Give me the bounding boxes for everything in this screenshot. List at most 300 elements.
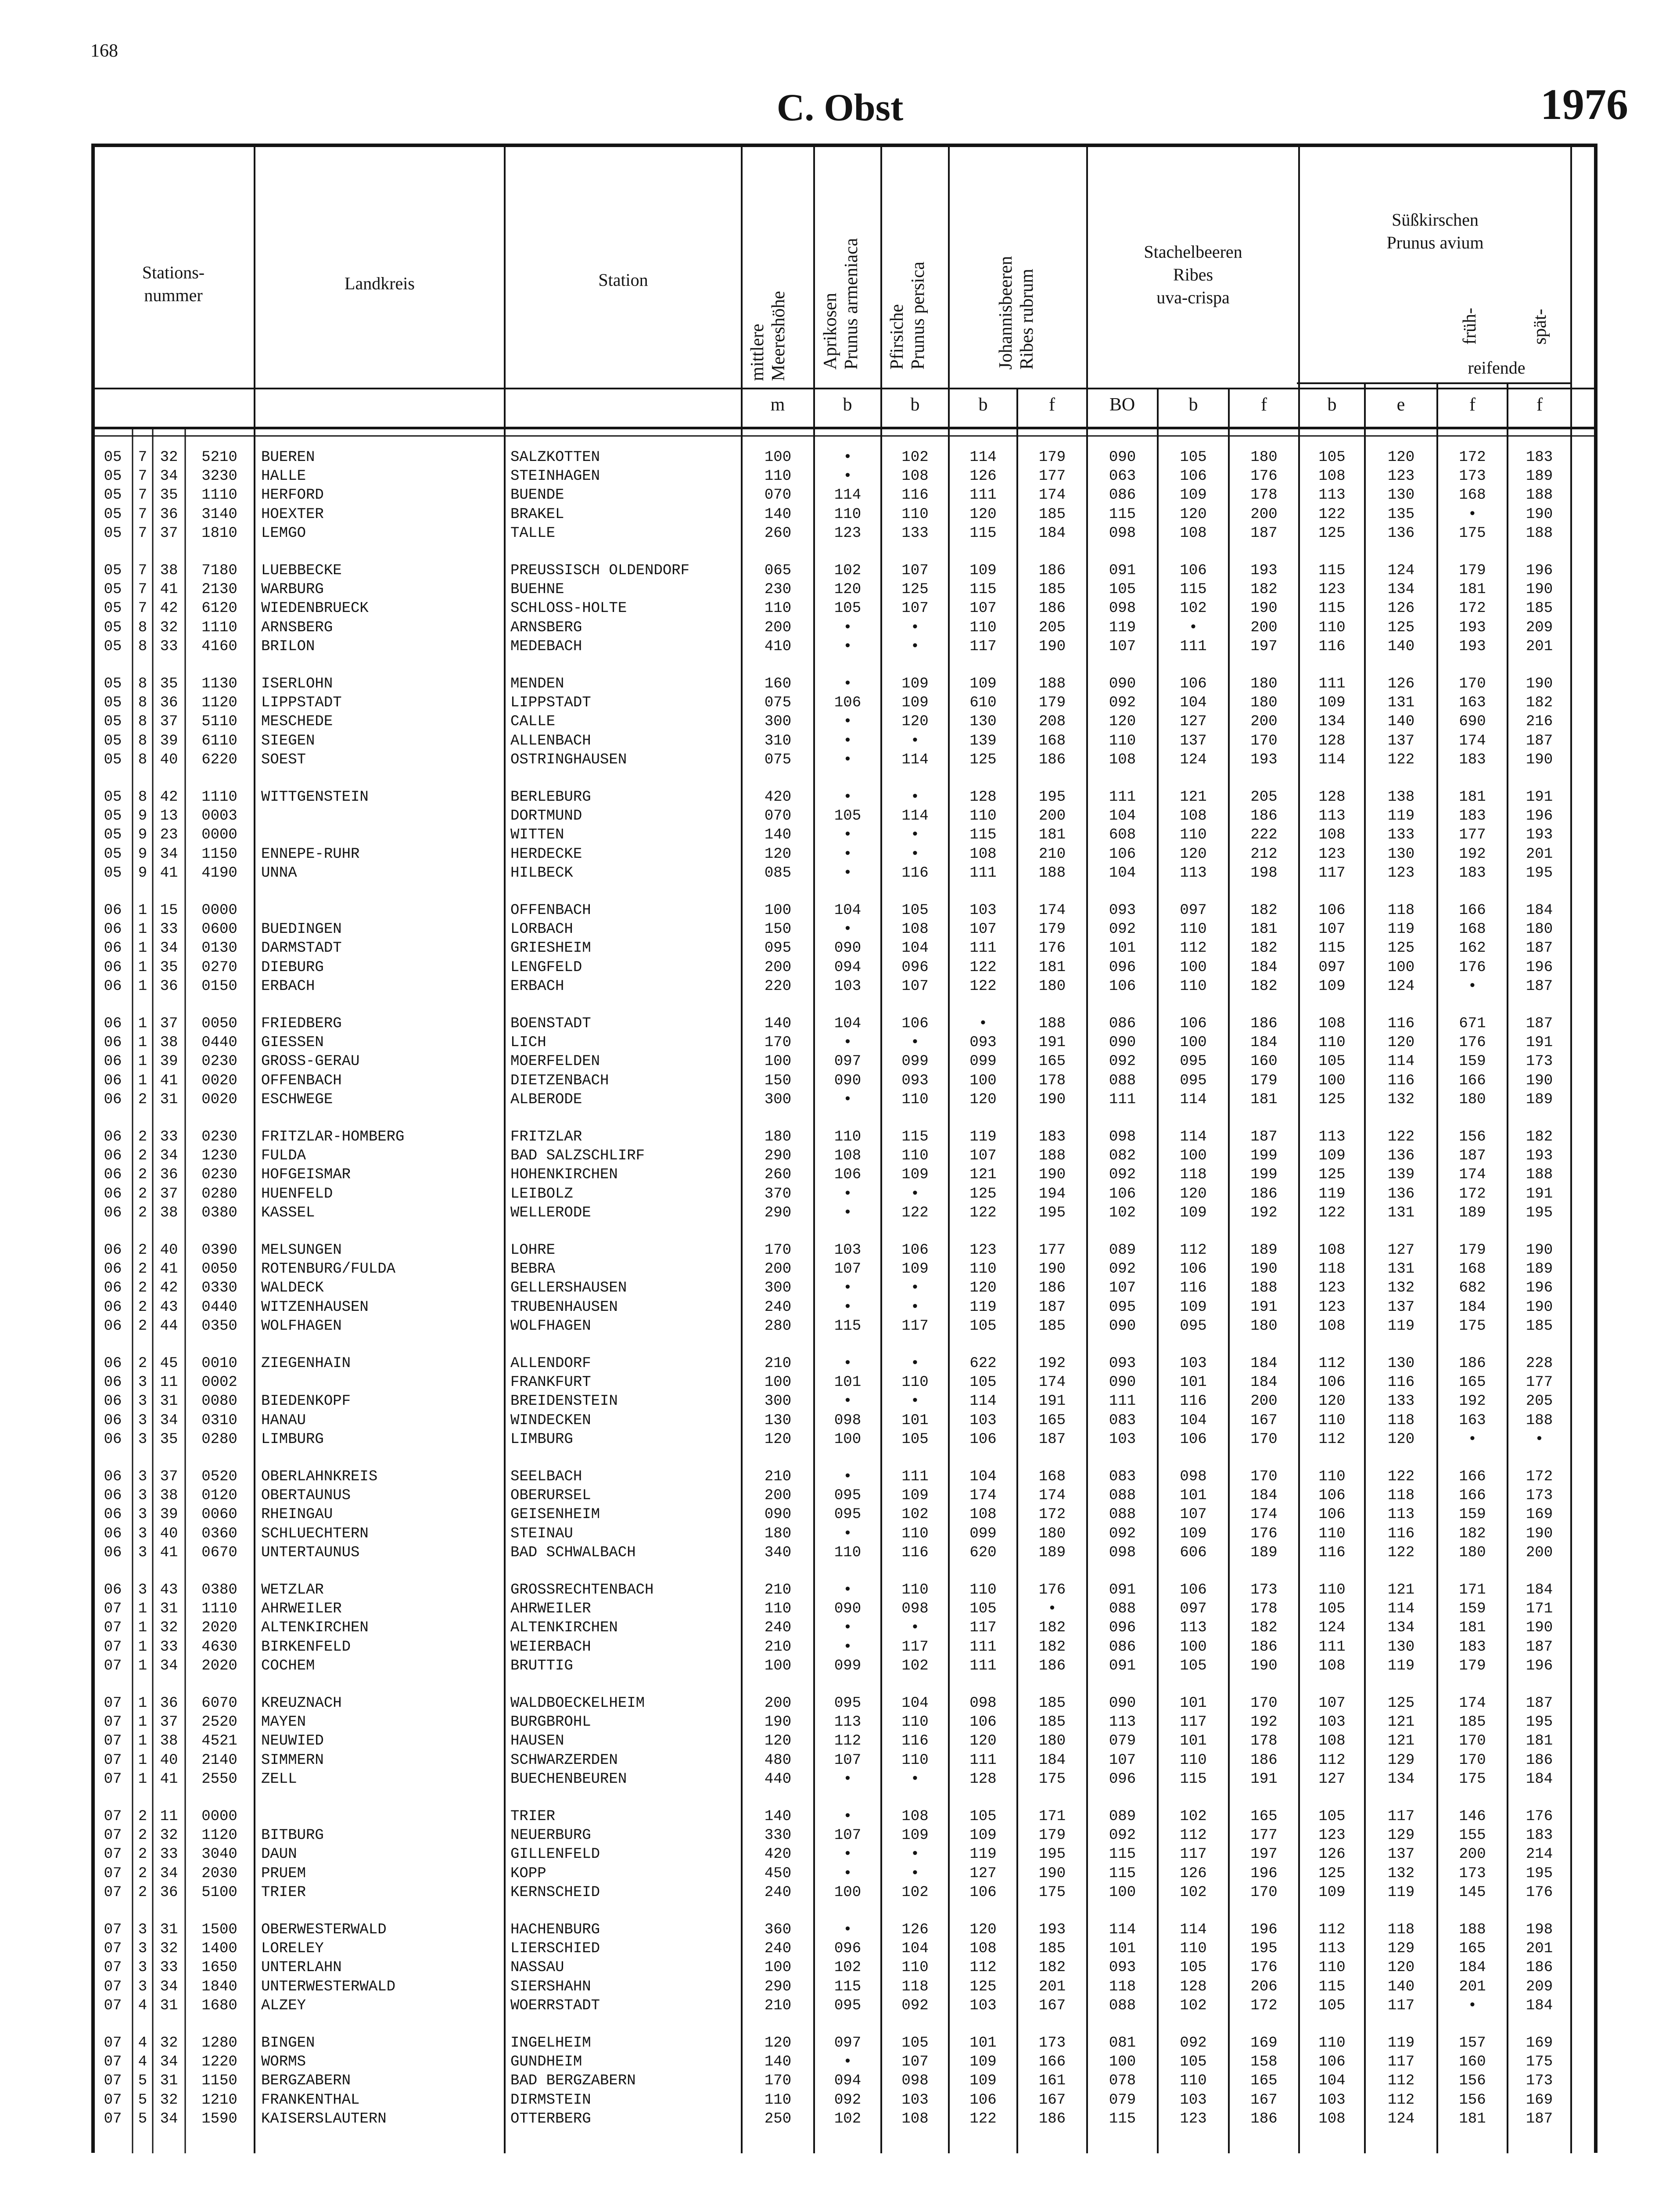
cell-kirsche-b: 108	[1318, 827, 1346, 844]
cell-stachel-f: 169	[1250, 2035, 1278, 2051]
cell-johannis-b: 117	[969, 638, 997, 655]
cell-stachel-b: 104	[1180, 694, 1207, 712]
cell-station: HACHENBURG	[510, 1922, 600, 1938]
cell-landkreis: LIMBURG	[261, 1431, 324, 1448]
cell-johannis-b: 110	[969, 808, 997, 825]
unit-kirsche-frueh-f: f	[1469, 395, 1475, 415]
cell-station: BUECHENBEUREN	[510, 1770, 627, 1788]
cell-aprikose: 107	[834, 1752, 862, 1769]
cell-stat: 1110	[201, 1601, 237, 1618]
cell-stat: 7180	[201, 562, 237, 579]
cell-frueh-f: 188	[1459, 1922, 1486, 1938]
cell-kreis: 9	[138, 827, 147, 844]
cell-stachel-b: 123	[1180, 2110, 1207, 2127]
cell-station: MOERFELDEN	[510, 1053, 600, 1070]
cell-aprikose: 095	[834, 1695, 862, 1712]
cell-frueh-f: 163	[1459, 1412, 1486, 1429]
cell-johannis-b: 099	[969, 1053, 997, 1070]
cell-stachel-f: 170	[1250, 1468, 1278, 1485]
unit-aprikosen-b: b	[843, 395, 852, 415]
cell-rb: 06	[104, 1015, 122, 1032]
cell-stachel-bo: 098	[1109, 1544, 1136, 1561]
cell-lk: 32	[160, 1827, 178, 1844]
cell-stachel-bo: 092	[1109, 1166, 1136, 1184]
cell-lk: 34	[160, 1865, 178, 1882]
cell-stachel-bo: 089	[1109, 1242, 1136, 1259]
cell-stachel-b: •	[1188, 619, 1198, 636]
cell-station: BUENDE	[510, 487, 564, 504]
cell-aprikose: •	[843, 1619, 852, 1637]
cell-johannis-f: 180	[1038, 1733, 1066, 1750]
cell-stachel-f: 178	[1250, 487, 1278, 504]
cell-johannis-b: 098	[969, 1695, 997, 1712]
cell-rb: 06	[104, 1506, 122, 1523]
cell-frueh-f: 166	[1459, 1468, 1486, 1485]
cell-stachel-b: 105	[1180, 1959, 1207, 1976]
cell-frueh-f: 168	[1459, 487, 1486, 504]
cell-lk: 38	[160, 1487, 178, 1504]
cell-lk: 37	[160, 1015, 178, 1032]
cell-frueh-f: 165	[1459, 1374, 1486, 1391]
cell-stachel-f: 160	[1250, 1053, 1278, 1070]
cell-stat: 1280	[201, 2035, 237, 2051]
cell-pfirsich: 108	[901, 1808, 929, 1825]
cell-aprikose: 095	[834, 1506, 862, 1523]
cell-kreis: 1	[138, 1714, 147, 1731]
cell-stachel-b: 109	[1180, 1204, 1207, 1221]
cell-lk: 15	[160, 902, 178, 919]
cell-landkreis: BINGEN	[261, 2035, 315, 2051]
cell-landkreis: ARNSBERG	[261, 619, 333, 636]
cell-aprikose: •	[843, 1468, 852, 1485]
cell-johannis-f: 182	[1038, 1619, 1066, 1637]
cell-station: WELLERODE	[510, 1204, 591, 1221]
cell-spaet-f: 187	[1526, 1638, 1553, 1655]
cell-johannis-b: 174	[969, 1487, 997, 1504]
cell-aprikose: 103	[834, 1242, 862, 1259]
cell-pfirsich: 107	[901, 2054, 929, 2071]
cell-rb: 05	[104, 751, 122, 768]
cell-stachel-bo: 108	[1109, 751, 1136, 768]
cell-spaet-f: 190	[1526, 1525, 1553, 1542]
cell-kirsche-b: 110	[1318, 1959, 1346, 1976]
cell-johannis-f: 174	[1038, 487, 1066, 504]
cell-hoehe: 095	[764, 940, 792, 957]
cell-stachel-f: 195	[1250, 1940, 1278, 1958]
cell-lk: 37	[160, 1185, 178, 1202]
cell-rb: 06	[104, 921, 122, 938]
cell-kirsche-b: 112	[1318, 1355, 1346, 1372]
cell-lk: 42	[160, 789, 178, 806]
cell-kirsche-b: 106	[1318, 1487, 1346, 1504]
cell-station: OFFENBACH	[510, 902, 591, 919]
cell-johannis-b: 103	[969, 1412, 997, 1429]
cell-aprikose: •	[843, 1922, 852, 1938]
cell-spaet-f: 189	[1526, 1261, 1553, 1278]
cell-station: WOERRSTADT	[510, 1997, 600, 2014]
cell-kirsche-b: 115	[1318, 600, 1346, 617]
cell-aprikose: •	[843, 1770, 852, 1788]
cell-hoehe: 300	[764, 1280, 792, 1297]
cell-kreis: 8	[138, 713, 147, 730]
cell-landkreis: WOLFHAGEN	[261, 1317, 342, 1335]
cell-aprikose: 104	[834, 1015, 862, 1032]
cell-kirsche-b: 123	[1318, 581, 1346, 598]
cell-stachel-b: 104	[1180, 1412, 1207, 1429]
cell-station: BUEHNE	[510, 581, 564, 598]
cell-spaet-f: 190	[1526, 506, 1553, 523]
cell-stachel-bo: 107	[1109, 1280, 1136, 1297]
cell-frueh-f: 189	[1459, 1204, 1486, 1221]
cell-kirsche-b: 123	[1318, 846, 1346, 863]
cell-stachel-bo: 078	[1109, 2073, 1136, 2090]
cell-kirsche-e: 118	[1387, 902, 1415, 919]
cell-stachel-b: 109	[1180, 487, 1207, 504]
cell-frueh-f: 175	[1459, 1770, 1486, 1788]
cell-lk: 41	[160, 1072, 178, 1089]
cell-hoehe: 210	[764, 1468, 792, 1485]
cell-rb: 06	[104, 1487, 122, 1504]
cell-spaet-f: 173	[1526, 1053, 1553, 1070]
cell-kirsche-e: 119	[1387, 1317, 1415, 1335]
cell-pfirsich: 116	[901, 487, 929, 504]
cell-stachel-f: 186	[1250, 808, 1278, 825]
cell-stachel-f: 182	[1250, 978, 1278, 995]
cell-frueh-f: 201	[1459, 1978, 1486, 1995]
cell-kreis: 1	[138, 1034, 147, 1051]
cell-stachel-bo: 063	[1109, 468, 1136, 485]
cell-stachel-f: 200	[1250, 619, 1278, 636]
cell-stat: 1840	[201, 1978, 237, 1995]
cell-rb: 06	[104, 978, 122, 995]
cell-johannis-f: 195	[1038, 1204, 1066, 1221]
cell-kirsche-b: 105	[1318, 1053, 1346, 1070]
cell-lk: 36	[160, 694, 178, 712]
cell-aprikose: 105	[834, 600, 862, 617]
cell-stachel-b: 101	[1180, 1487, 1207, 1504]
cell-stachel-b: 110	[1180, 1940, 1207, 1958]
cell-spaet-f: 196	[1526, 808, 1553, 825]
cell-landkreis: DARMSTADT	[261, 940, 342, 957]
cell-stachel-bo: 100	[1109, 2054, 1136, 2071]
cell-stachel-f: 222	[1250, 827, 1278, 844]
cell-pfirsich: •	[910, 1865, 920, 1882]
cell-kirsche-b: 110	[1318, 1034, 1346, 1051]
cell-frueh-f: •	[1468, 978, 1477, 995]
cell-stachel-b: 120	[1180, 506, 1207, 523]
cell-station: TRIER	[510, 1808, 556, 1825]
cell-kirsche-e: 117	[1387, 2054, 1415, 2071]
cell-stachel-b: 127	[1180, 713, 1207, 730]
header-stachelbeeren: Stachelbeeren Ribes uva-crispa	[1144, 242, 1242, 307]
cell-aprikose: •	[843, 1525, 852, 1542]
cell-hoehe: 100	[764, 902, 792, 919]
cell-rb: 05	[104, 525, 122, 542]
cell-stachel-f: 182	[1250, 581, 1278, 598]
cell-kirsche-b: 105	[1318, 449, 1346, 466]
cell-landkreis: WIEDENBRUECK	[261, 600, 369, 617]
cell-stachel-f: 196	[1250, 1922, 1278, 1938]
unit-kirsche-b: b	[1327, 395, 1337, 415]
cell-stachel-b: 113	[1180, 864, 1207, 882]
cell-aprikose: •	[843, 1393, 852, 1410]
cell-aprikose: 094	[834, 959, 862, 976]
cell-stachel-bo: 088	[1109, 1487, 1136, 1504]
cell-johannis-b: 115	[969, 581, 997, 598]
cell-stachel-bo: 083	[1109, 1468, 1136, 1485]
cell-kreis: 9	[138, 864, 147, 882]
cell-stachel-b: 126	[1180, 1865, 1207, 1882]
cell-stat: 0230	[201, 1166, 237, 1184]
cell-kirsche-b: 105	[1318, 1997, 1346, 2014]
cell-aprikose: 108	[834, 1148, 862, 1165]
cell-stat: 1220	[201, 2054, 237, 2071]
cell-landkreis: KREUZNACH	[261, 1695, 342, 1712]
cell-kreis: 3	[138, 1431, 147, 1448]
cell-kreis: 2	[138, 1129, 147, 1145]
cell-kreis: 1	[138, 940, 147, 957]
cell-hoehe: 290	[764, 1978, 792, 1995]
cell-hoehe: 340	[764, 1544, 792, 1561]
cell-stachel-bo: 111	[1109, 1393, 1136, 1410]
cell-station: BOENSTADT	[510, 1015, 591, 1032]
cell-stat: 0280	[201, 1431, 237, 1448]
cell-landkreis: GROSS-GERAU	[261, 1053, 360, 1070]
cell-frueh-f: 166	[1459, 1487, 1486, 1504]
cell-hoehe: 240	[764, 1884, 792, 1901]
cell-kirsche-e: 135	[1387, 506, 1415, 523]
cell-johannis-f: 191	[1038, 1034, 1066, 1051]
cell-kreis: 1	[138, 1657, 147, 1674]
cell-johannis-f: 181	[1038, 827, 1066, 844]
cell-landkreis: ROTENBURG/FULDA	[261, 1261, 396, 1278]
cell-hoehe: 300	[764, 713, 792, 730]
cell-landkreis: NEUWIED	[261, 1733, 324, 1750]
cell-johannis-f: 165	[1038, 1412, 1066, 1429]
cell-landkreis: AHRWEILER	[261, 1601, 342, 1618]
cell-aprikose: •	[843, 789, 852, 806]
cell-pfirsich: 125	[901, 581, 929, 598]
cell-stat: 1590	[201, 2110, 237, 2127]
cell-stachel-b: 106	[1180, 676, 1207, 692]
cell-johannis-f: 174	[1038, 1374, 1066, 1391]
cell-hoehe: 100	[764, 1959, 792, 1976]
cell-station: WEIERBACH	[510, 1638, 591, 1655]
cell-stachel-f: 186	[1250, 1752, 1278, 1769]
cell-stat: 5110	[201, 713, 237, 730]
cell-johannis-f: 185	[1038, 506, 1066, 523]
cell-kirsche-e: 112	[1387, 2073, 1415, 2090]
cell-stachel-f: 170	[1250, 732, 1278, 749]
cell-kirsche-b: 125	[1318, 1166, 1346, 1184]
cell-frueh-f: 159	[1459, 1506, 1486, 1523]
cell-landkreis: COCHEM	[261, 1657, 315, 1674]
cell-stachel-bo: 098	[1109, 600, 1136, 617]
cell-spaet-f: 201	[1526, 638, 1553, 655]
cell-frueh-f: 173	[1459, 1865, 1486, 1882]
cell-johannis-f: 179	[1038, 1827, 1066, 1844]
cell-pfirsich: 108	[901, 2110, 929, 2127]
cell-frueh-f: 172	[1459, 1185, 1486, 1202]
cell-johannis-f: 200	[1038, 808, 1066, 825]
cell-johannis-b: 120	[969, 1091, 997, 1108]
cell-lk: 39	[160, 1506, 178, 1523]
cell-frueh-f: 181	[1459, 581, 1486, 598]
cell-stat: 0003	[201, 808, 237, 825]
cell-hoehe: 110	[764, 600, 792, 617]
cell-hoehe: 140	[764, 1808, 792, 1825]
cell-rb: 07	[104, 1752, 122, 1769]
cell-rb: 06	[104, 1261, 122, 1278]
cell-kirsche-b: 115	[1318, 562, 1346, 579]
cell-kirsche-b: 124	[1318, 1619, 1346, 1637]
cell-frueh-f: 193	[1459, 638, 1486, 655]
cell-station: LIERSCHIED	[510, 1940, 600, 1958]
cell-kirsche-b: 104	[1318, 2073, 1346, 2090]
cell-stat: 1810	[201, 525, 237, 542]
cell-stat: 6070	[201, 1695, 237, 1712]
cell-aprikose: •	[843, 1582, 852, 1598]
cell-kirsche-b: 115	[1318, 940, 1346, 957]
cell-kirsche-b: 111	[1318, 676, 1346, 692]
cell-stachel-b: 118	[1180, 1166, 1207, 1184]
cell-frueh-f: 159	[1459, 1053, 1486, 1070]
cell-rb: 06	[104, 1148, 122, 1165]
cell-stat: 0002	[201, 1374, 237, 1391]
cell-kirsche-b: 108	[1318, 2110, 1346, 2127]
cell-johannis-f: 201	[1038, 1978, 1066, 1995]
cell-stachel-f: 180	[1250, 1317, 1278, 1335]
cell-stachel-bo: 092	[1109, 1053, 1136, 1070]
cell-stat: 4521	[201, 1733, 237, 1750]
cell-kirsche-e: 137	[1387, 1846, 1415, 1863]
cell-johannis-b: 110	[969, 619, 997, 636]
cell-station: ALTENKIRCHEN	[510, 1619, 618, 1637]
cell-kirsche-e: 116	[1387, 1374, 1415, 1391]
cell-pfirsich: 102	[901, 1657, 929, 1674]
cell-stachel-bo: 088	[1109, 1997, 1136, 2014]
cell-station: LICH	[510, 1034, 546, 1051]
cell-johannis-b: 103	[969, 902, 997, 919]
cell-landkreis: OBERWESTERWALD	[261, 1922, 387, 1938]
cell-stachel-bo: 107	[1109, 638, 1136, 655]
cell-lk: 32	[160, 449, 178, 466]
cell-johannis-f: 186	[1038, 2110, 1066, 2127]
cell-pfirsich: 115	[901, 1129, 929, 1145]
cell-rb: 07	[104, 2035, 122, 2051]
cell-hoehe: 280	[764, 1317, 792, 1335]
cell-rb: 05	[104, 600, 122, 617]
cell-frueh-f: 176	[1459, 1034, 1486, 1051]
cell-frueh-f: 183	[1459, 864, 1486, 882]
cell-stat: 0440	[201, 1034, 237, 1051]
cell-johannis-f: 161	[1038, 2073, 1066, 2090]
cell-rb: 05	[104, 676, 122, 692]
cell-pfirsich: 109	[901, 1261, 929, 1278]
cell-aprikose: •	[843, 1185, 852, 1202]
cell-kirsche-e: 132	[1387, 1280, 1415, 1297]
cell-station: ARNSBERG	[510, 619, 582, 636]
cell-landkreis: BRILON	[261, 638, 315, 655]
cell-stachel-bo: 088	[1109, 1601, 1136, 1618]
cell-stat: 4160	[201, 638, 237, 655]
cell-stachel-b: 137	[1180, 732, 1207, 749]
cell-kirsche-e: 124	[1387, 562, 1415, 579]
cell-frueh-f: 170	[1459, 1752, 1486, 1769]
cell-lk: 36	[160, 978, 178, 995]
cell-station: LIMBURG	[510, 1431, 573, 1448]
cell-station: BURGBROHL	[510, 1714, 591, 1731]
cell-kirsche-e: 137	[1387, 732, 1415, 749]
cell-spaet-f: 190	[1526, 1242, 1553, 1259]
cell-kirsche-b: 125	[1318, 1865, 1346, 1882]
cell-stat: 2520	[201, 1714, 237, 1731]
cell-lk: 32	[160, 2035, 178, 2051]
cell-stachel-bo: 115	[1109, 506, 1136, 523]
cell-stat: 1150	[201, 846, 237, 863]
cell-johannis-b: •	[978, 1015, 988, 1032]
year-label: 1976	[1540, 80, 1628, 129]
cell-landkreis: BIRKENFELD	[261, 1638, 351, 1655]
cell-pfirsich: 105	[901, 1431, 929, 1448]
cell-kirsche-e: 124	[1387, 978, 1415, 995]
cell-hoehe: 110	[764, 2091, 792, 2109]
cell-kirsche-b: 108	[1318, 1657, 1346, 1674]
cell-landkreis: WETZLAR	[261, 1582, 324, 1598]
cell-kirsche-b: 112	[1318, 1752, 1346, 1769]
cell-kirsche-e: 131	[1387, 1204, 1415, 1221]
header-johannisbeeren: Johannisbeeren Ribes rubrum	[996, 256, 1037, 370]
header-station: Station	[598, 270, 648, 290]
cell-kreis: 5	[138, 2110, 147, 2127]
cell-kirsche-e: 136	[1387, 1148, 1415, 1165]
cell-aprikose: 099	[834, 1657, 862, 1674]
cell-stachel-f: 186	[1250, 1638, 1278, 1655]
cell-stachel-bo: 102	[1109, 1204, 1136, 1221]
cell-rb: 05	[104, 506, 122, 523]
cell-hoehe: 070	[764, 808, 792, 825]
cell-landkreis: ZIEGENHAIN	[261, 1355, 351, 1372]
cell-kirsche-b: 122	[1318, 1204, 1346, 1221]
cell-stachel-b: 103	[1180, 2091, 1207, 2109]
cell-pfirsich: •	[910, 1355, 920, 1372]
cell-aprikose: 110	[834, 506, 862, 523]
cell-station: LOHRE	[510, 1242, 556, 1259]
cell-spaet-f: 169	[1526, 1506, 1553, 1523]
cell-station: NEUERBURG	[510, 1827, 591, 1844]
cell-pfirsich: 116	[901, 1544, 929, 1561]
cell-spaet-f: 169	[1526, 2035, 1553, 2051]
cell-stat: 0670	[201, 1544, 237, 1561]
cell-lk: 33	[160, 1638, 178, 1655]
cell-landkreis: BIEDENKOPF	[261, 1393, 351, 1410]
cell-rb: 07	[104, 1808, 122, 1825]
cell-rb: 06	[104, 1053, 122, 1070]
cell-frueh-f: 155	[1459, 1827, 1486, 1844]
cell-kreis: 1	[138, 902, 147, 919]
cell-johannis-f: 173	[1038, 2035, 1066, 2051]
cell-aprikose: 103	[834, 978, 862, 995]
cell-rb: 07	[104, 1940, 122, 1958]
cell-stat: 1210	[201, 2091, 237, 2109]
cell-lk: 31	[160, 1091, 178, 1108]
cell-landkreis: DAUN	[261, 1846, 297, 1863]
cell-stachel-bo: 093	[1109, 902, 1136, 919]
cell-stachel-b: 107	[1180, 1506, 1207, 1523]
cell-frueh-f: 156	[1459, 1129, 1486, 1145]
cell-stat: 6110	[201, 732, 237, 749]
cell-station: DORTMUND	[510, 808, 582, 825]
